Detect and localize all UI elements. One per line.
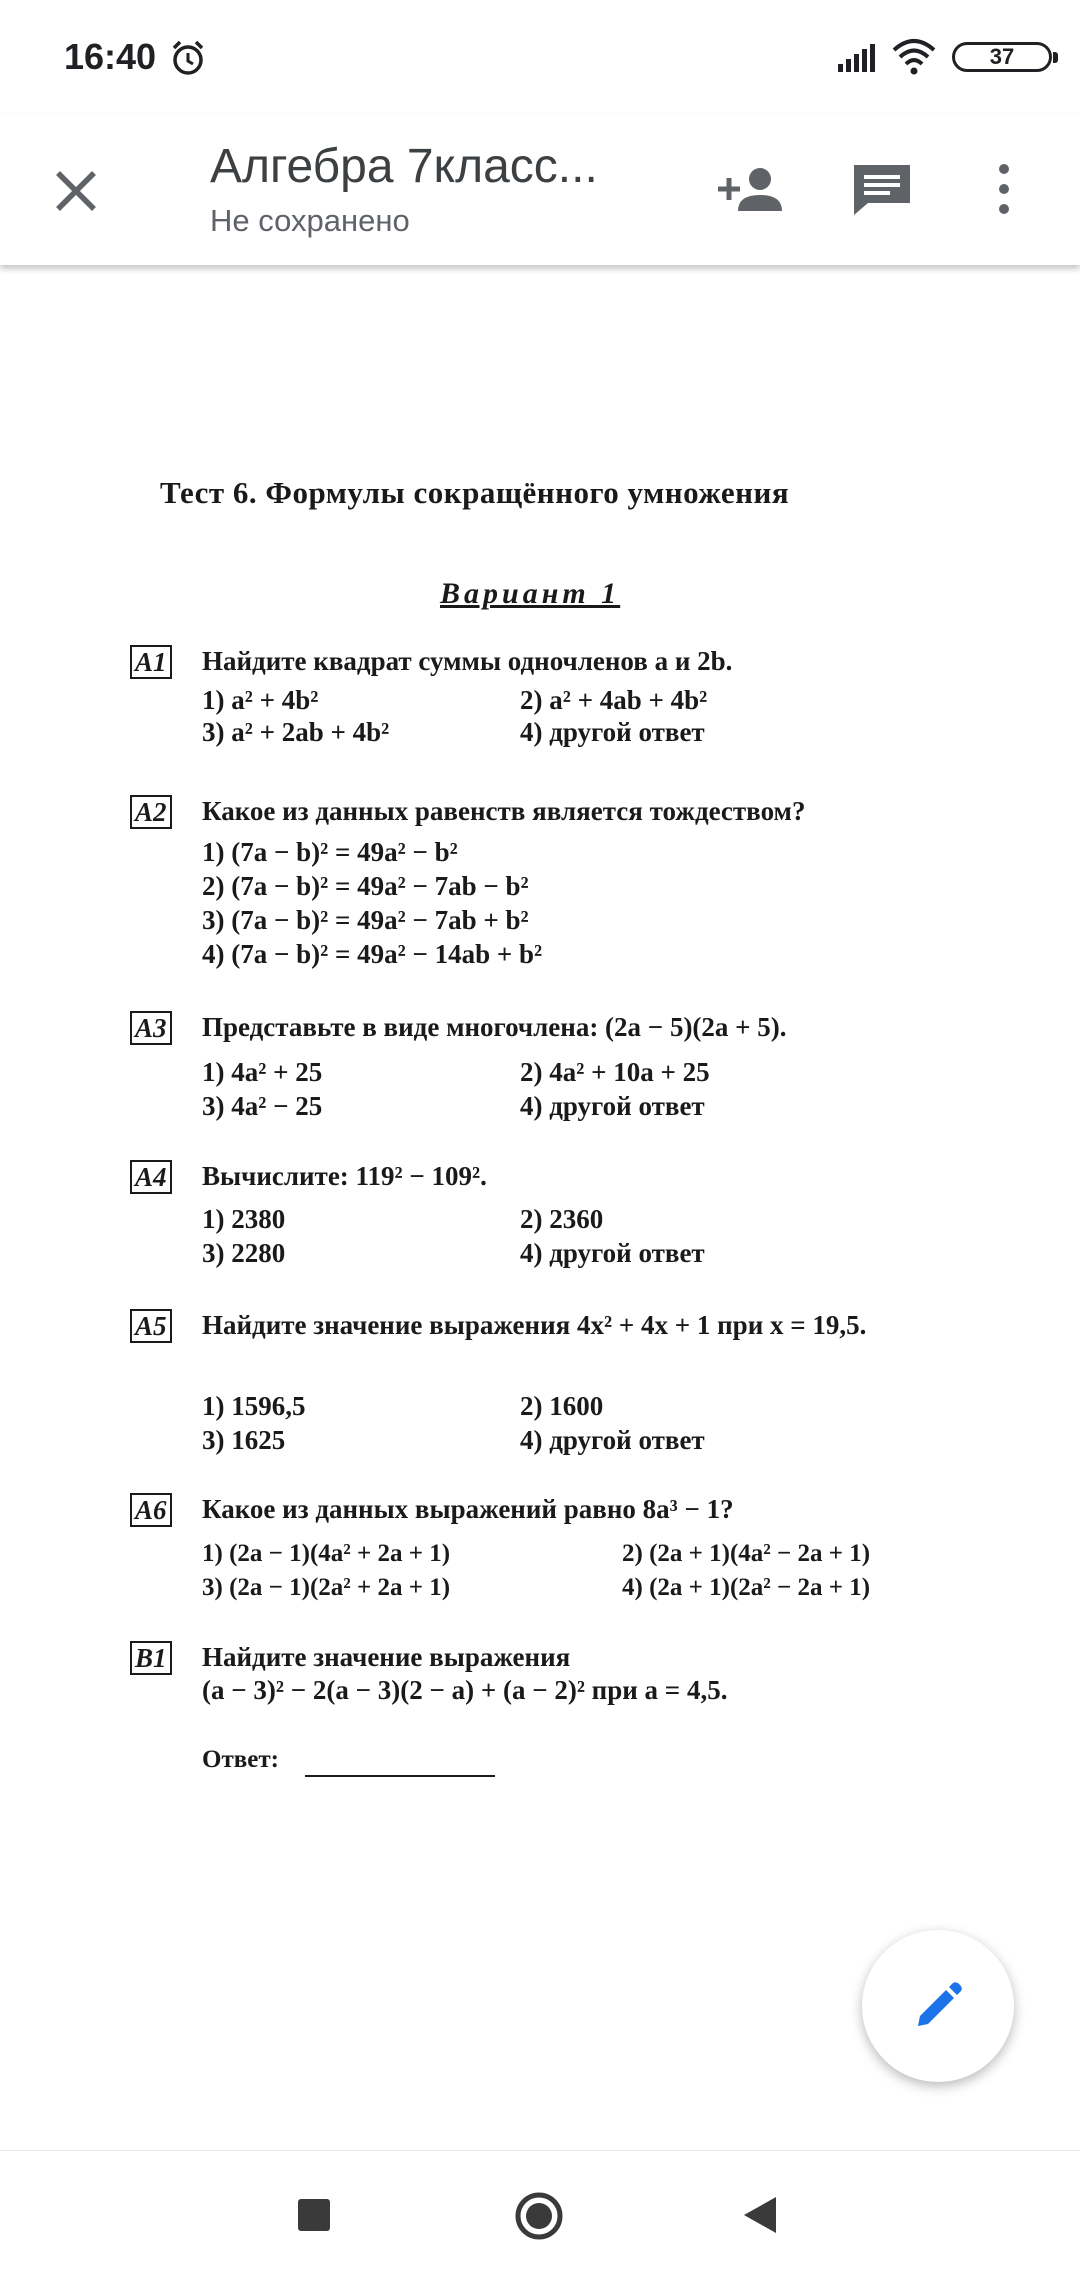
task-label: B1 <box>130 1641 172 1675</box>
task-question: Какое из данных равенств является тождеством? <box>202 796 806 826</box>
save-status: Не сохранено <box>210 203 410 238</box>
task-a4 <box>130 1160 960 1270</box>
task-label: A1 <box>130 645 172 679</box>
option: 4) другой ответ <box>520 717 705 747</box>
task-label: A2 <box>130 795 172 829</box>
task-a6 <box>130 1493 960 1603</box>
back-triangle-icon[interactable] <box>742 2195 778 2235</box>
option: 4) (7a − b)² = 49a² − 14ab + b² <box>202 939 543 969</box>
option: 4) другой ответ <box>520 1425 705 1455</box>
option: 1) (7a − b)² = 49a² − b² <box>202 837 458 867</box>
task-question: Вычислите: 119² − 109². <box>202 1161 487 1191</box>
document-page[interactable] <box>0 265 1080 2145</box>
task-a1 <box>130 645 960 745</box>
option: 3) 4a² − 25 <box>202 1091 323 1121</box>
option: 1) 1596,5 <box>202 1391 306 1421</box>
answer-label: Ответ: <box>202 1746 279 1773</box>
option: 2) a² + 4ab + 4b² <box>520 685 708 715</box>
option: 3) (2a − 1)(2a² + 2a + 1) <box>202 1574 451 1601</box>
task-a5 <box>130 1309 960 1459</box>
option: 1) (2a − 1)(4a² + 2a + 1) <box>202 1540 451 1567</box>
edit-fab-button[interactable] <box>862 1930 1014 2082</box>
edit-pencil-icon <box>912 1980 964 2032</box>
option: 2) (7a − b)² = 49a² − 7ab − b² <box>202 871 529 901</box>
option: 2) 4a² + 10a + 25 <box>520 1057 710 1087</box>
option: 1) 2380 <box>202 1204 286 1234</box>
option: 2) 1600 <box>520 1391 604 1421</box>
task-a2 <box>130 795 960 969</box>
task-expression: (a − 3)² − 2(a − 3)(2 − a) + (a − 2)² при a = 4,5. <box>202 1675 728 1705</box>
more-options-button[interactable] <box>980 153 1028 225</box>
close-button[interactable] <box>40 155 112 227</box>
task-b1 <box>130 1641 960 1781</box>
home-circle-icon[interactable] <box>514 2191 564 2241</box>
option: 4) другой ответ <box>520 1091 705 1121</box>
more-vert-icon <box>980 153 1028 225</box>
task-question: Найдите значение выражения 4x² + 4x + 1 при x = 19,5. <box>202 1310 867 1340</box>
option: 2) 2360 <box>520 1204 604 1234</box>
navigation-bar <box>0 2150 1080 2281</box>
answer-blank <box>305 1749 495 1777</box>
option: 4) (2a + 1)(2a² − 2a + 1) <box>622 1574 871 1601</box>
task-question: Найдите значение выражения <box>202 1642 571 1672</box>
add-person-icon <box>710 153 790 225</box>
alarm-icon <box>168 38 208 78</box>
option: 4) другой ответ <box>520 1238 705 1268</box>
comment-icon <box>844 153 920 225</box>
option: 3) 1625 <box>202 1425 286 1455</box>
close-icon <box>40 155 112 227</box>
test-title: Тест 6. Формулы сокращённого умножения <box>160 475 790 510</box>
status-time: 16:40 <box>64 36 157 77</box>
share-button[interactable] <box>710 153 790 225</box>
option: 2) (2a + 1)(4a² − 2a + 1) <box>622 1540 871 1567</box>
signal-icon <box>836 42 880 74</box>
status-bar <box>0 0 1080 115</box>
option: 3) 2280 <box>202 1238 286 1268</box>
task-question: Представьте в виде многочлена: (2a − 5)(2a + 5). <box>202 1012 787 1042</box>
comment-button[interactable] <box>844 153 920 225</box>
option: 3) (7a − b)² = 49a² − 7ab + b² <box>202 905 529 935</box>
option: 1) 4a² + 25 <box>202 1057 323 1087</box>
wifi-icon <box>890 36 938 76</box>
task-question: Найдите квадрат суммы одночленов a и 2b. <box>202 646 733 676</box>
app-bar <box>0 115 1080 265</box>
task-label: A3 <box>130 1011 172 1045</box>
task-label: A4 <box>130 1160 172 1194</box>
battery-icon: 37 <box>952 42 1052 72</box>
task-label: A5 <box>130 1309 172 1343</box>
option: 1) a² + 4b² <box>202 685 319 715</box>
recents-square-icon[interactable] <box>296 2197 332 2233</box>
variant-heading: Вариант 1 <box>440 577 621 610</box>
document-title: Алгебра 7класс... <box>210 140 598 193</box>
option: 3) a² + 2ab + 4b² <box>202 717 390 747</box>
task-question: Какое из данных выражений равно 8a³ − 1? <box>202 1494 734 1524</box>
task-label: A6 <box>130 1493 172 1527</box>
task-a3 <box>130 1011 960 1121</box>
